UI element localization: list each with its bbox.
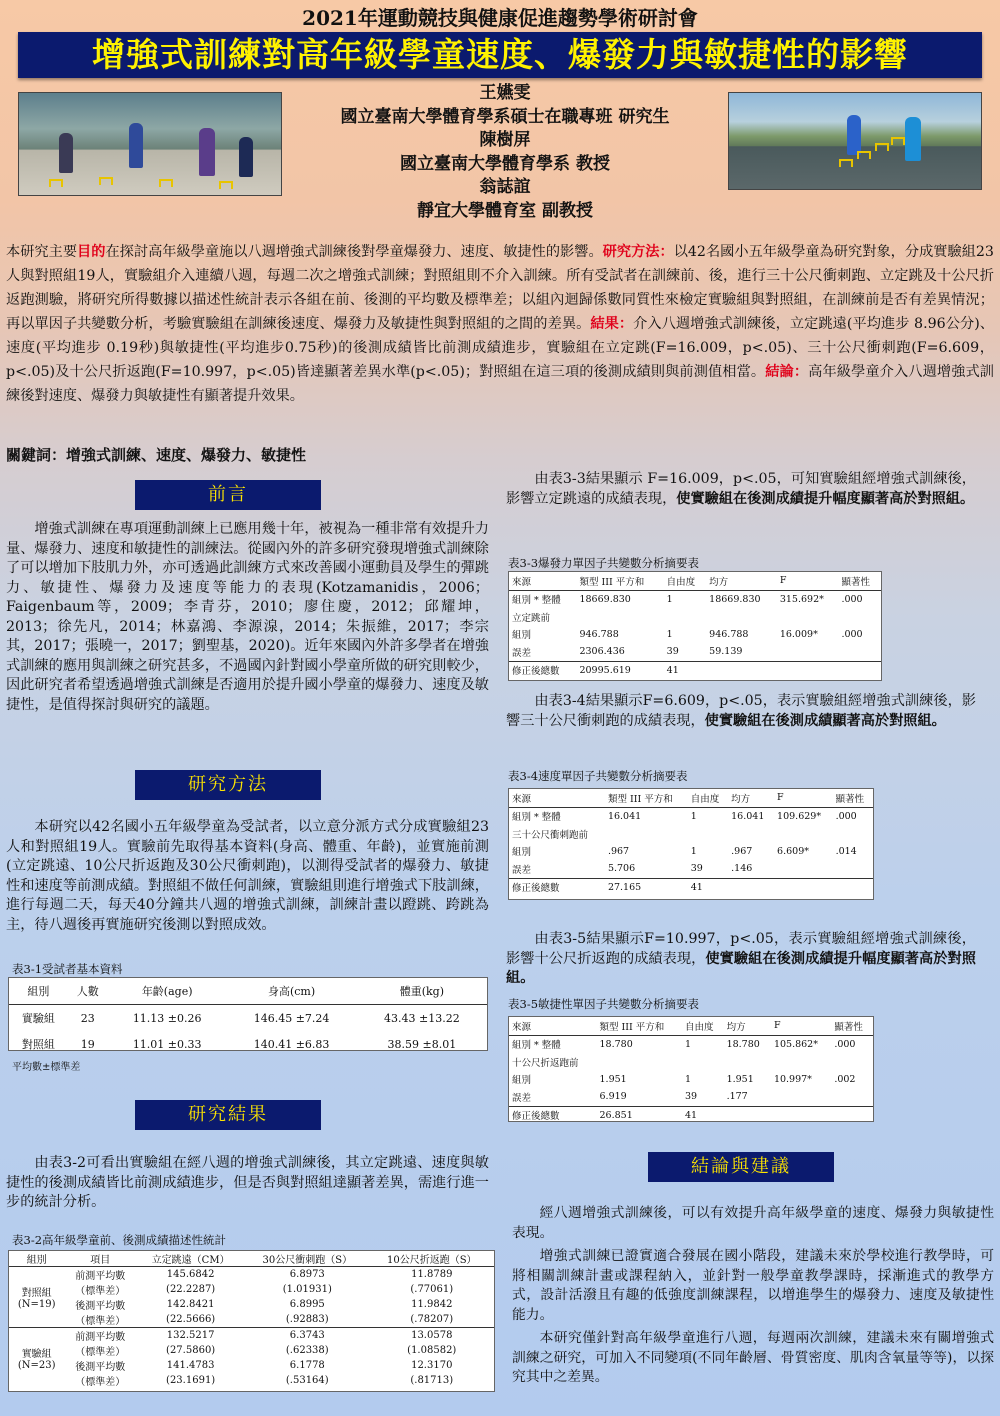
table32-header: 30公尺衝刺跑（S） bbox=[262, 1255, 353, 1266]
anova-cell: 誤差 bbox=[509, 643, 576, 661]
table31-cell: 對照組 bbox=[21, 1038, 55, 1051]
table35 bbox=[508, 1016, 874, 1122]
table32-cell: (.78207) bbox=[410, 1314, 454, 1325]
anova-header: 均方 bbox=[728, 789, 774, 807]
table32-cell: (22.2287) bbox=[166, 1284, 216, 1295]
anova-cell: 1 bbox=[690, 810, 697, 822]
table32-cell: 6.3743 bbox=[289, 1330, 325, 1341]
table32-cell: (.62338) bbox=[285, 1345, 329, 1356]
anova-cell: 41 bbox=[684, 1109, 698, 1121]
author-affiliation: 靜宜大學體育室 副教授 bbox=[417, 200, 593, 221]
anova-cell: 39 bbox=[688, 860, 728, 878]
keywords: 關鍵詞：增強式訓練、速度、爆發力、敏捷性 bbox=[6, 446, 307, 464]
anova-cell: 18.780 bbox=[726, 1038, 760, 1050]
table32-cell: 145.6842 bbox=[166, 1269, 215, 1280]
table31-cell: 140.41 ±6.83 bbox=[253, 1037, 330, 1051]
poster-title: 增強式訓練對高年級學童速度、爆發力與敏捷性的影響 bbox=[18, 32, 982, 78]
anova-cell: 2306.436 bbox=[576, 643, 663, 661]
table32-cell: 11.8789 bbox=[411, 1269, 453, 1280]
anova-header: F bbox=[777, 572, 839, 590]
anova-cell: .967 bbox=[731, 845, 753, 857]
section-heading-method: 研究方法 bbox=[135, 770, 321, 800]
anova-cell: 18669.830 bbox=[579, 593, 631, 605]
abstract-text: 以42名國小五年級學童為研究對象，分成實驗組23人與對照組19人，實驗組介入連續八週，每週二次之增強式訓練；對照組則不介入訓練。所有受試者在訓練前、後，進行三十公尺衝刺跑、立定跳及十公尺折返跑測驗，將研究所得數據以描述性統計表示各組在前、後測的平均數及標準差；以組內迴歸係數同質性來檢定實驗組與對照組，在訓練前是否有差異情況；再以單因子共變數分析，考驗實驗組在訓練後速度、爆發力及敏捷性與對照組的之間的差異。 bbox=[6, 244, 994, 332]
t34-text: 由表3-4結果顯示F=6.609，p<.05，表示實驗組經增強式訓練後，影響三十公尺衝刺跑的成績表現， bbox=[506, 693, 976, 729]
table32-cell: 後測平均數 bbox=[75, 1301, 126, 1312]
table32-group-cell bbox=[9, 1267, 64, 1328]
table32-cell: 11.9842 bbox=[411, 1299, 453, 1310]
table34-caption: 表3-4速度單因子共變數分析摘要表 bbox=[508, 769, 688, 783]
table31-note: 平均數±標準差 bbox=[12, 1062, 81, 1073]
anova-cell: .146 bbox=[728, 860, 774, 878]
anova-cell: .000 bbox=[841, 628, 863, 640]
table31-cell: 146.45 ±7.24 bbox=[253, 1011, 330, 1025]
table32-cell: 142.8421 bbox=[166, 1299, 215, 1310]
anova-cell: .000 bbox=[835, 810, 857, 822]
table35-caption: 表3-5敏捷性單因子共變數分析摘要表 bbox=[508, 997, 700, 1011]
training-photo-right bbox=[728, 92, 982, 190]
abstract-text: 高年級學童介入八週增強式訓練後對速度、爆發力與敏捷性有顯著提升效果。 bbox=[6, 364, 994, 404]
table32-cell: (22.5666) bbox=[166, 1314, 216, 1325]
intro-text bbox=[6, 520, 489, 715]
table32-cell: (.77061) bbox=[410, 1284, 454, 1295]
anova-header: 顯著性 bbox=[833, 789, 873, 807]
anova-cell: 109.629* bbox=[777, 810, 822, 822]
table31-cell: 43.43 ±13.22 bbox=[384, 1011, 460, 1025]
anova-header: 顯著性 bbox=[838, 572, 881, 590]
method-text bbox=[6, 818, 489, 935]
table31-header: 年齡(age) bbox=[141, 985, 193, 998]
table32-cell: (23.1691) bbox=[166, 1375, 216, 1386]
anova-cell: 立定跳前 bbox=[512, 612, 551, 624]
anova-cell: 59.139 bbox=[706, 643, 777, 661]
results-text bbox=[6, 1154, 489, 1213]
anova-header: 類型 III 平方和 bbox=[605, 789, 688, 807]
anova-cell: 39 bbox=[682, 1088, 724, 1106]
anova-cell: .177 bbox=[724, 1088, 771, 1106]
anova-cell: 1 bbox=[684, 1073, 691, 1085]
table31-caption: 表3-1受試者基本資料 bbox=[12, 962, 123, 976]
anova-header: 類型 III 平方和 bbox=[576, 572, 663, 590]
t34-text-emphasis: 使實驗組在後測成績顯著高於對照組。 bbox=[704, 712, 946, 729]
anova-cell: 6.609* bbox=[777, 845, 809, 857]
table31-header: 人數 bbox=[76, 985, 99, 998]
anova-cell: 組別 * 整體 bbox=[512, 812, 561, 824]
anova-cell: 946.788 bbox=[579, 628, 619, 640]
anova-cell: 41 bbox=[690, 881, 703, 893]
abstract-text: 本研究主要 bbox=[6, 244, 78, 260]
table32-caption: 表3-2高年級學童前、後測成績描述性統計 bbox=[12, 1233, 227, 1247]
table32-cell: （標準差） bbox=[75, 1286, 126, 1297]
table31-cell: 11.13 ±0.26 bbox=[132, 1011, 202, 1025]
anova-cell: 315.692* bbox=[779, 593, 824, 605]
table32-cell: 12.3170 bbox=[411, 1360, 453, 1371]
t35-discussion bbox=[506, 930, 976, 989]
table32-cell: 6.8973 bbox=[289, 1269, 325, 1280]
anova-header: 來源 bbox=[509, 789, 605, 807]
intro-paragraph: 增強式訓練在專項運動訓練上已應用幾十年，被視為一種非常有效提升力量、爆發力、速度和敏捷性的訓練法。從國內外的許多研究發現增強式訓練除了可以增加下肢肌力外，亦可透過此訓練方式來改善國小運動員及學生的彈跳力、敏捷性、爆發力及速度等能力的表現(Kotzamanidis，2006；Faigenbaum等，2009；李青芬，2010；廖住慶，2012；邱耀坤，2013；徐先凡，2014；林嘉鴻、李源湶，2014；朱振維，2017；李宗其，2017；張曉一，2017；劉聖基，2020)。近年來國內外許多學者在增強式訓練的應用與訓練之研究甚多，不過國內針對國小學童所做的研究則較少，因此研究者希望透過增強式訓練是否適用於提升國小學童的爆發力、速度及敏捷性，是值得探討與研究的議題。 bbox=[6, 521, 489, 713]
anova-cell: 誤差 bbox=[509, 1088, 597, 1106]
anova-cell: 1 bbox=[666, 628, 673, 640]
table31-cell: 19 bbox=[80, 1037, 95, 1051]
table32-cell: (.92883) bbox=[285, 1314, 329, 1325]
table32-cell: (.53164) bbox=[285, 1375, 329, 1386]
t35-text: 由表3-5結果顯示F=10.997，p<.05，表示實驗組經增強式訓練後，影響十公尺折返跑的成績表現， bbox=[506, 931, 976, 967]
table32-cell: 6.1778 bbox=[289, 1360, 325, 1371]
anova-cell: 946.788 bbox=[709, 628, 749, 640]
table32 bbox=[8, 1250, 495, 1392]
table32-cell: 13.0578 bbox=[411, 1330, 453, 1341]
table31-cell: 23 bbox=[80, 1011, 95, 1025]
anova-cell: .000 bbox=[834, 1038, 856, 1050]
table32-header: 立定跳遠（CM） bbox=[151, 1255, 230, 1266]
anova-header: 顯著性 bbox=[831, 1017, 873, 1035]
abstract-result-label: 結果： bbox=[590, 316, 634, 332]
anova-cell: 修正後總數 bbox=[512, 666, 560, 678]
anova-cell: 18.780 bbox=[599, 1038, 633, 1050]
section-heading-intro: 前言 bbox=[135, 480, 321, 510]
anova-cell: 105.862* bbox=[773, 1038, 818, 1050]
conclusion-paragraph: 增強式訓練已證實適合發展在國小階段，建議未來於學校進行教學時，可將相關訓練計畫或課程納入，並針對一般學童教學課時，採漸進式的教學方式，設計活潑且有趣的低強度訓練課程，以增進學生的爆發力、速度及敏捷性能力。 bbox=[512, 1248, 994, 1323]
author-name: 陳樹屏 bbox=[479, 130, 531, 150]
abstract-text: 在探討高年級學童施以八週增強式訓練後對學童爆發力、速度、敏捷性的影響。 bbox=[105, 244, 603, 260]
anova-cell: 組別 * 整體 bbox=[512, 595, 561, 607]
section-heading-conclusion: 結論與建議 bbox=[648, 1152, 834, 1182]
table32-group-name: 對照組 bbox=[21, 1288, 52, 1299]
table31-cell: 實驗組 bbox=[21, 1012, 55, 1025]
table32-cell: (.81713) bbox=[410, 1375, 454, 1386]
anova-cell: .967 bbox=[607, 845, 630, 857]
t33-text-emphasis: 使實驗組在後測成績提升幅度顯著高於對照組。 bbox=[676, 490, 975, 507]
table32-cell: 132.5217 bbox=[166, 1330, 215, 1341]
anova-header: F bbox=[771, 1017, 831, 1035]
anova-cell: 16.009* bbox=[779, 628, 818, 640]
table32-group-cell bbox=[9, 1328, 64, 1389]
table32-group-n: (N=19) bbox=[17, 1299, 56, 1310]
table32-cell: 6.8995 bbox=[289, 1299, 325, 1310]
abstract-conclusion-label: 結論： bbox=[765, 364, 809, 380]
anova-cell: 6.919 bbox=[597, 1088, 682, 1106]
conference-title: 2021年運動競技與健康促進趨勢學術研討會 bbox=[302, 6, 698, 30]
table32-header: 10公尺折返跑（S） bbox=[386, 1255, 477, 1266]
table32-cell: 前測平均數 bbox=[75, 1271, 126, 1282]
anova-cell: 十公尺折返跑前 bbox=[512, 1057, 579, 1069]
table32-cell: (1.08582) bbox=[407, 1345, 457, 1356]
table34 bbox=[508, 788, 874, 900]
anova-header: 自由度 bbox=[688, 789, 728, 807]
anova-cell: 16.041 bbox=[731, 810, 765, 822]
table32-cell: 前測平均數 bbox=[75, 1332, 126, 1343]
author-name: 翁誌誼 bbox=[479, 177, 531, 197]
table32-header: 項目 bbox=[90, 1255, 111, 1266]
anova-header: 來源 bbox=[509, 572, 576, 590]
anova-cell: 修正後總數 bbox=[512, 883, 560, 895]
table32-cell: (1.01931) bbox=[282, 1284, 332, 1295]
table31-header: 組別 bbox=[27, 985, 50, 998]
t35-text-emphasis: 使實驗組在後測成績提升幅度顯著高於對照組。 bbox=[506, 950, 976, 986]
anova-header: 均方 bbox=[724, 1017, 771, 1035]
anova-cell: 組別 * 整體 bbox=[512, 1040, 561, 1052]
anova-cell: .000 bbox=[841, 593, 863, 605]
anova-header: 均方 bbox=[706, 572, 777, 590]
anova-cell: 10.997* bbox=[773, 1073, 812, 1085]
anova-cell: 26.851 bbox=[599, 1109, 633, 1121]
author-affiliation: 國立臺南大學體育學系 教授 bbox=[400, 153, 610, 174]
anova-header: 來源 bbox=[509, 1017, 597, 1035]
anova-cell: 1 bbox=[666, 593, 673, 605]
method-paragraph: 本研究以42名國小五年級學童為受試者，以立意分派方式分成實驗組23人和對照組19人。實驗前先取得基本資料(身高、體重、年齡)，並實施前測(立定跳遠、10公尺折返跑及30公尺衝刺跑)，以測得受試者的爆發力、敏捷性和速度等前測成績。對照組不做任何訓練，實驗組則進行增強式下肢訓練，進行每週二天，每天40分鐘共八週的增強式訓練，訓練計畫以蹬跳、跨跳為主，待八週後再實施研究後測以對照成效。 bbox=[6, 819, 489, 933]
table32-cell: （標準差） bbox=[75, 1347, 126, 1358]
anova-cell: 1 bbox=[684, 1038, 691, 1050]
anova-cell: 18669.830 bbox=[709, 593, 761, 605]
author-name: 王嬿雯 bbox=[479, 83, 531, 103]
anova-cell: 誤差 bbox=[509, 860, 605, 878]
anova-cell: 20995.619 bbox=[579, 664, 631, 676]
anova-header: 類型 III 平方和 bbox=[597, 1017, 682, 1035]
anova-cell: 1.951 bbox=[599, 1073, 627, 1085]
table32-cell: 141.4783 bbox=[166, 1360, 215, 1371]
anova-cell: 1.951 bbox=[726, 1073, 754, 1085]
table31-cell: 11.01 ±0.33 bbox=[132, 1037, 202, 1051]
anova-cell: 組別 bbox=[512, 847, 532, 859]
abstract-text: 介入八週增強式訓練後，立定跳遠(平均進步 8.96公分)、速度(平均進步 0.19秒)與敏捷性(平均進步0.75秒)的後測成績皆比前測成績進步，實驗組在立定跳(F=16.009，p<.05)、三十公尺衝刺跑(F=6.609，p<.05)及十公尺折返跑(F=10.997，p<.05)皆達顯著差異水準(p<.05)；對照組在這三項的後測成績則與前測值相當。 bbox=[6, 316, 994, 380]
anova-cell: 三十公尺衝刺跑前 bbox=[512, 829, 589, 841]
table31-cell: 38.59 ±8.01 bbox=[387, 1037, 457, 1051]
table32-group-n: (N=23) bbox=[17, 1360, 56, 1371]
anova-cell: 39 bbox=[664, 643, 707, 661]
t33-discussion bbox=[506, 470, 976, 509]
table32-cell: （標準差） bbox=[75, 1377, 126, 1388]
table33-caption: 表3-3爆發力單因子共變數分析摘要表 bbox=[508, 556, 700, 570]
table32-cell: （標準差） bbox=[75, 1316, 126, 1327]
section-heading-results: 研究結果 bbox=[135, 1100, 321, 1130]
anova-cell: 1 bbox=[690, 845, 697, 857]
anova-cell: 41 bbox=[666, 664, 679, 676]
anova-header: 自由度 bbox=[682, 1017, 724, 1035]
anova-cell: 27.165 bbox=[607, 881, 642, 893]
anova-cell: 5.706 bbox=[605, 860, 688, 878]
results-paragraph: 由表3-2可看出實驗組在經八週的增強式訓練後，其立定跳遠、速度與敏捷性的後測成績皆比前測成績進步，但是否與對照組達顯著差異，需進行進一步的統計分析。 bbox=[6, 1155, 489, 1210]
training-photo-left bbox=[18, 92, 282, 196]
author-block bbox=[290, 82, 720, 223]
table32-cell: 後測平均數 bbox=[75, 1362, 126, 1373]
anova-cell: 組別 bbox=[512, 630, 532, 642]
conclusion-paragraph: 經八週增強式訓練後，可以有效提升高年級學童的速度、爆發力與敏捷性表現。 bbox=[512, 1205, 994, 1241]
table32-header: 組別 bbox=[26, 1255, 47, 1266]
author-affiliation: 國立臺南大學體育學系碩士在職專班 研究生 bbox=[340, 106, 670, 127]
conclusion-paragraph: 本研究僅針對高年級學童進行八週，每週兩次訓練，建議未來有關增強式訓練之研究，可加入不同變項(不同年齡層、骨質密度、肌肉含氧量等等)，以探究其中之差異。 bbox=[512, 1330, 994, 1385]
anova-header: F bbox=[774, 789, 833, 807]
table32-group-name: 實驗組 bbox=[21, 1349, 52, 1360]
anova-cell: .002 bbox=[834, 1073, 856, 1085]
table31-header: 體重(kg) bbox=[399, 985, 444, 998]
table31 bbox=[8, 977, 488, 1051]
abstract bbox=[6, 240, 994, 408]
anova-cell: 修正後總數 bbox=[512, 1111, 560, 1123]
abstract-purpose-label: 目的 bbox=[77, 244, 106, 260]
conclusion-text bbox=[512, 1204, 994, 1388]
t33-text: 由表3-3結果顯示 F=16.009，p<.05，可知實驗組經增強式訓練後，影響立定跳遠的成績表現， bbox=[506, 471, 976, 507]
abstract-method-label: 研究方法： bbox=[602, 244, 674, 260]
anova-cell: 16.041 bbox=[607, 810, 642, 822]
table33 bbox=[508, 571, 882, 681]
t34-discussion bbox=[506, 692, 976, 731]
table31-header: 身高(cm) bbox=[267, 985, 316, 998]
anova-cell: 組別 bbox=[512, 1075, 532, 1087]
anova-header: 自由度 bbox=[664, 572, 707, 590]
anova-cell: .014 bbox=[835, 845, 857, 857]
table32-cell: (27.5860) bbox=[166, 1345, 216, 1356]
